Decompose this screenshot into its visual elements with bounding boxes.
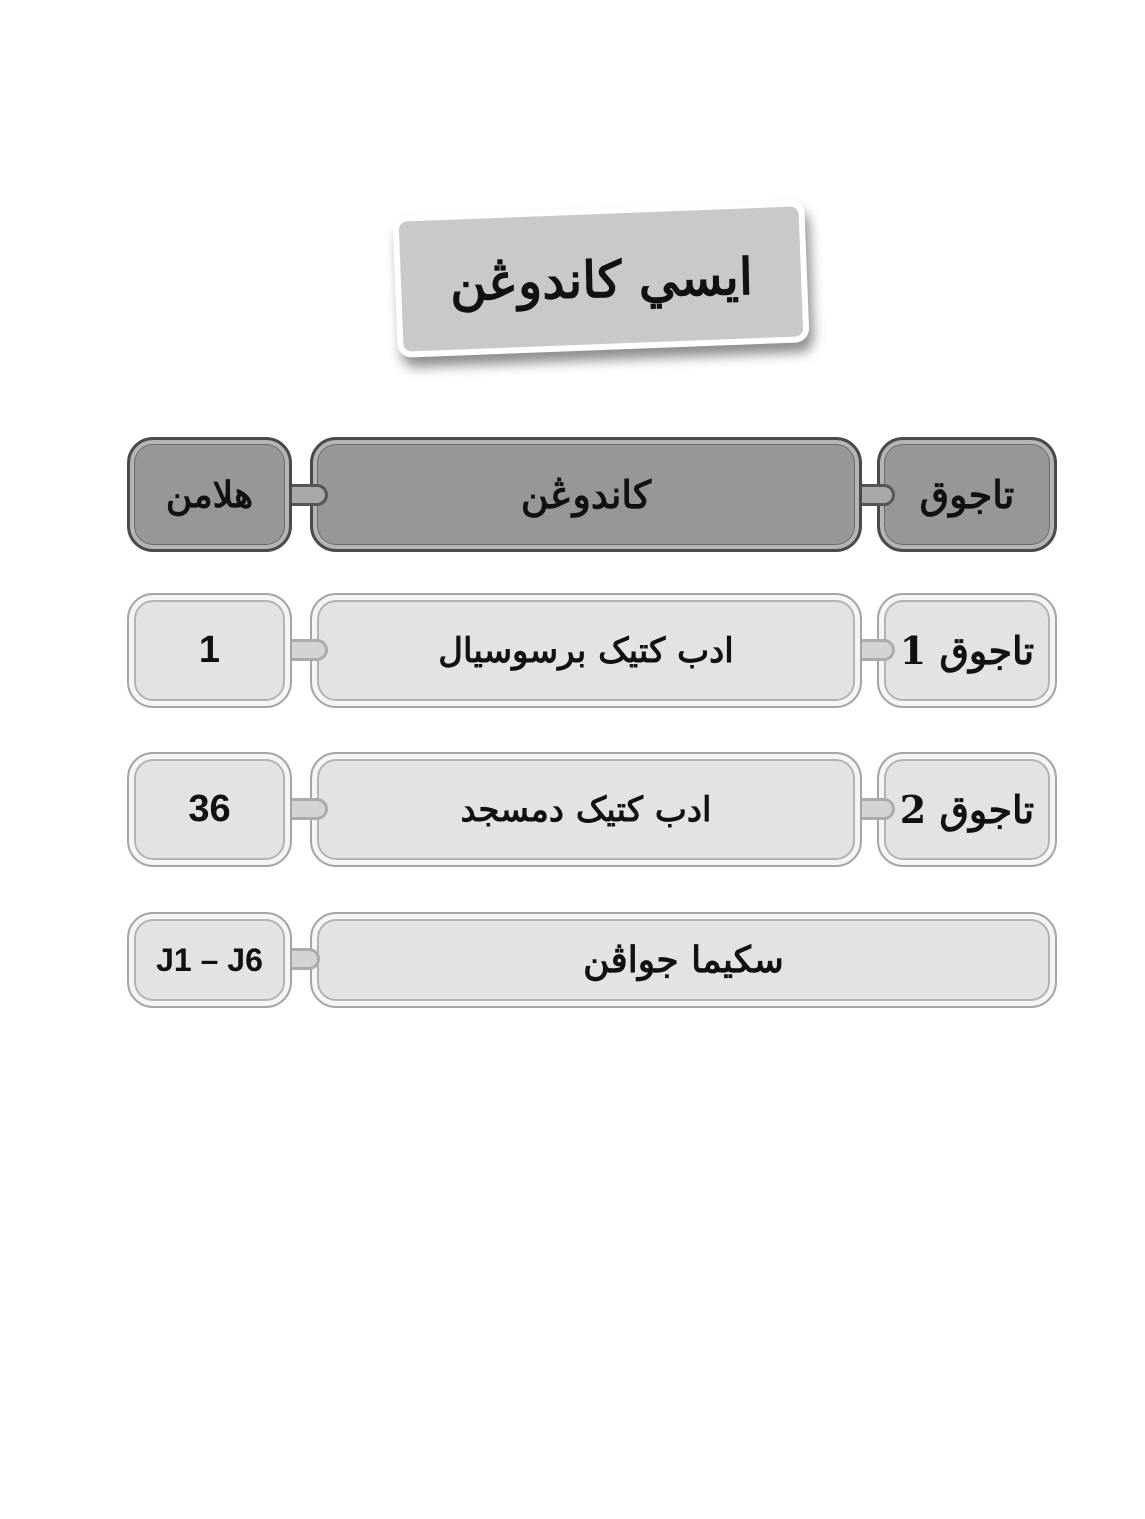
row-2-content-cell: [310, 752, 862, 867]
row-2-content: ادب كتيک دمسجد: [460, 789, 712, 830]
row-1-page-cell: [127, 593, 292, 708]
row-1-topic: تاجوق 1: [899, 628, 1035, 673]
footer-page: J1 – J6: [156, 941, 263, 978]
row-1-content: ادب كتيک برسوسيال: [438, 630, 734, 671]
title-banner: [385, 200, 810, 365]
header-topic-label: تاجوق: [919, 472, 1015, 517]
header-page-cell: [127, 437, 292, 552]
row-1-page: 1: [198, 629, 221, 671]
header-page-label: هلامن: [165, 473, 254, 516]
row-2-page-cell: [127, 752, 292, 867]
header-content-label: كاندوڠن: [520, 472, 652, 517]
row-2-topic: تاجوق 2: [899, 787, 1035, 832]
title-card: [392, 200, 809, 358]
footer-content: سكيما جواڤن: [583, 939, 784, 981]
page-title: ايسي كاندوڠن: [449, 246, 753, 312]
row-1-topic-cell: [877, 593, 1057, 708]
footer-content-cell: [310, 912, 1057, 1008]
header-content-cell: [310, 437, 862, 552]
row-2-page: 36: [188, 788, 231, 830]
row-1-content-cell: [310, 593, 862, 708]
row-2-topic-cell: [877, 752, 1057, 867]
header-topic-cell: [877, 437, 1057, 552]
footer-page-cell: [127, 912, 292, 1008]
